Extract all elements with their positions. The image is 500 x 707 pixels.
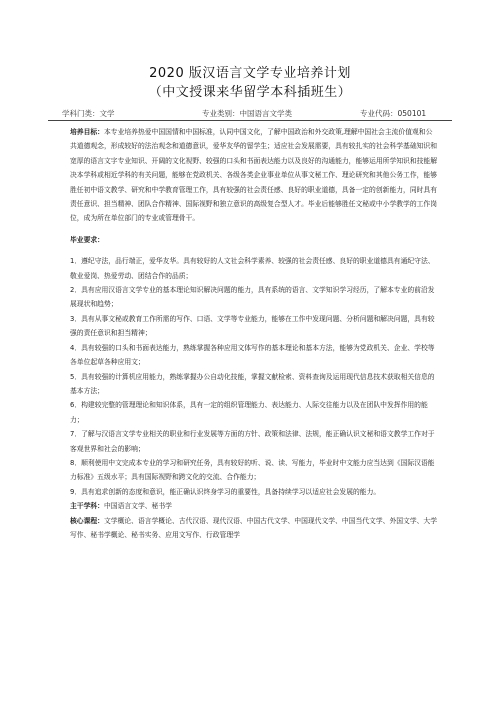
meta-major-category: 专业类别：中国语言文学类 [202, 109, 292, 118]
requirement-item: 6．构建较完整的管理理论和知识体系，具有一定的组织管理能力、表达能力、人际交往能力以及在团队中发挥作用的能力； [70, 401, 428, 424]
objective-label: 培养目标： [70, 128, 104, 136]
requirement-item: 2．具有应用汉语言文学专业的基本理论知识解决问题的能力，具有系统的语言、文学知识学习经历，了解本专业的前沿发展现状和趋势； [70, 286, 435, 309]
requirement-item: 4．具有较强的口头和书面表达能力，熟练掌握各种应用文体写作的基本理论和基本方法，能够为党政机关、企业、学校等各单位起草各种应用文； [70, 343, 435, 367]
header-divider [48, 120, 452, 121]
objective-text: 本专业培养热爱中国国情和中国标准，认同中国文化，了解中国政治和外交政策,理解中国社会主流价值观和公共道德观念，形成较好的法治观念和道德意识，爱华友华的留学生；适应社会发展需要，具有较扎实的社会科学基础知识和宽厚的语言文字专业知识、开阔的文化视野、较强的口头和书面表达能力以及良好的沟通能力，能够运用所学知识和技能解决本学科或相近学科的有关问题，能够在党政机关、各级各类企业事业单位从事文秘工作、理论研究和其他公务工作，能够胜任初中语文教学、研究和中学教育管理工作，具有较强的社会责任感、良好的职业道德，具备一定的创新能力，同时具有责任意识、担当精神、团队合作精神、国际视野和独立意识的高级复合型人才。毕业后能够胜任文秘或中小学教学的工作岗位，成为所在单位部门的专业或管理骨干。 [70, 128, 438, 223]
core-courses-text: 文学概论、语言学概论、古代汉语、现代汉语、中国古代文学、中国现代文学、中国当代文学、外国文学、大学写作、秘书学概论、秘书实务、应用文写作、行政管理学 [70, 516, 438, 539]
requirement-item: 3．具有从事文秘或教育工作所需的写作、口语、文学等专业能力，能够在工作中发现问题、分析问题和解决问题，具有较强的责任意识和担当精神； [70, 314, 435, 338]
requirement-item: 5．具有较强的计算机应用能力，熟练掌握办公自动化技能，掌握文献检索、资料查询及运用现代信息技术获取相关信息的基本方法； [70, 372, 435, 395]
requirement-item: 9．具有追求创新的态度和意识，能正确认识终身学习的重要性，具备持续学习以适应社会发展的能力。 [70, 487, 381, 496]
document-body [62, 125, 438, 542]
requirements-heading: 毕业要求： [70, 235, 104, 244]
main-subject-paragraph [62, 499, 438, 513]
main-subject-text: 中国语言文学、秘书学 [103, 502, 172, 511]
page-title: 2020 版汉语言文学专业培养计划 [149, 66, 351, 81]
core-courses-paragraph [62, 514, 438, 543]
core-courses-label: 核心课程： [70, 516, 104, 525]
requirement-item: 8．顺利使用中文完成本专业的学习和研究任务，具有较好的听、说、读、写能力，毕业时中文能力应当达到《国际汉语能力标准》五级水平；具有国际视野和跨文化的交流、合作能力； [70, 458, 435, 482]
objective-paragraph [62, 125, 438, 226]
meta-category: 学科门类：文学 [62, 109, 115, 118]
requirement-item: 1．遵纪守法，品行端正，爱华友华。具有较好的人文社会科学素养、较强的社会责任感、良好的职业道德具有通纪守法、敬业爱岗、热爱劳动、团结合作的品质； [70, 257, 435, 280]
meta-code: 专业代码：050101 [360, 109, 427, 118]
main-subject-label: 主干学科： [70, 502, 104, 511]
page-subtitle: （中文授课来华留学本科插班生） [148, 85, 352, 100]
requirement-item: 7．了解与汉语言文学专业相关的职业和行业发展等方面的方针、政策和法律、法规，能正确认识文秘和语文教学工作对于客观世界和社会的影响； [70, 430, 435, 453]
